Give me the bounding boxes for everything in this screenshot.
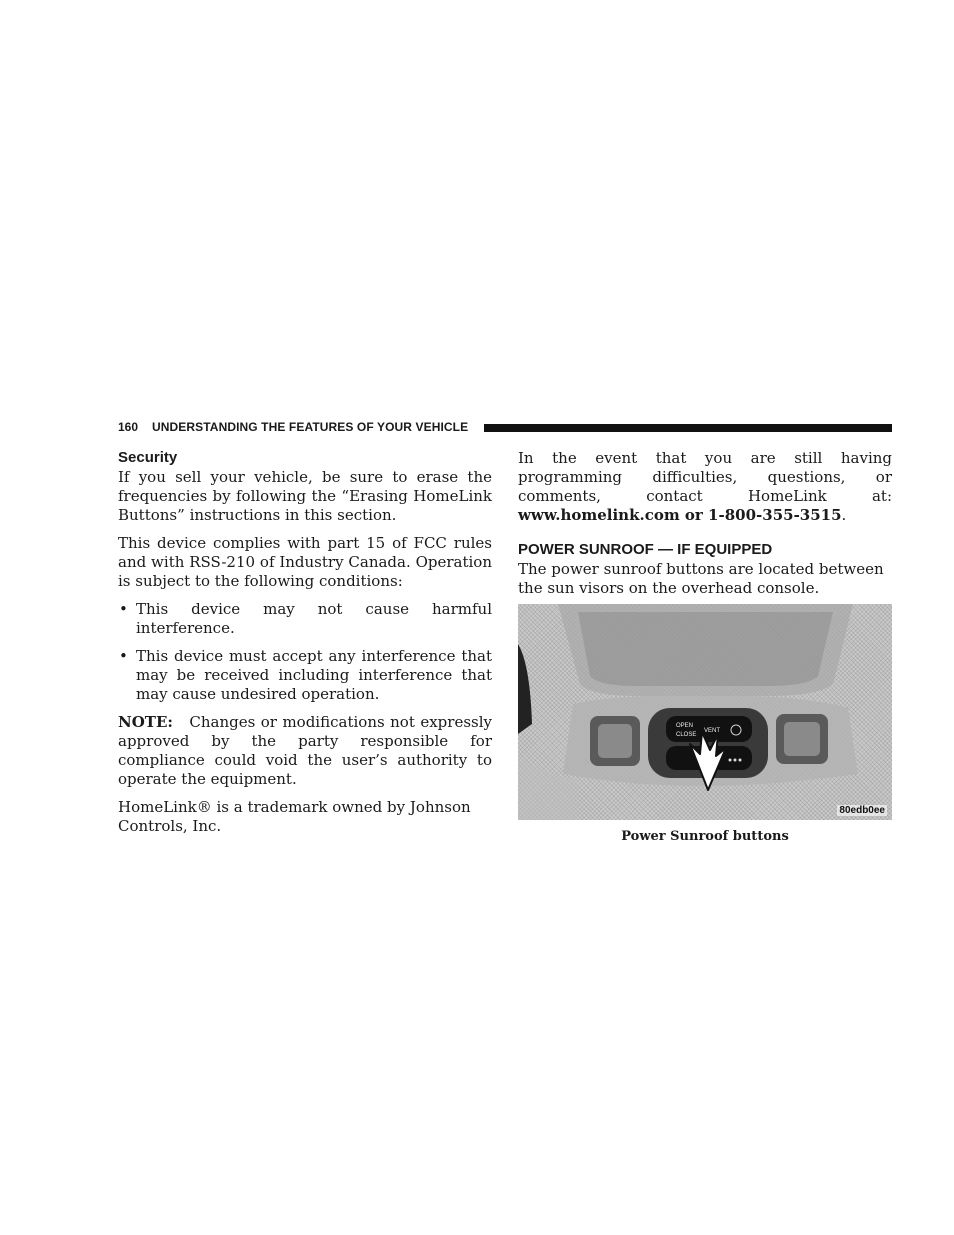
- left-column: [118, 449, 492, 836]
- security-paragraph: If you sell your vehicle, be sure to erase the frequencies by following the “Erasing HomeLink Buttons” instructions in this section.: [118, 468, 492, 524]
- list-item: • This device may not cause harmful interference.: [119, 600, 492, 637]
- header-rule: [484, 424, 892, 432]
- sunroof-heading: POWER SUNROOF — IF EQUIPPED: [518, 541, 773, 558]
- note-text: Changes or modifications not expressly approved by the party responsible for compliance could void the user’s authority to operate the equipment.: [118, 713, 493, 788]
- contact-text: In the event that you are still having programming difficulties, questions, or comments, contact HomeLink at:: [518, 449, 892, 505]
- bullet-icon: •: [119, 647, 128, 665]
- bullet-icon: •: [119, 600, 128, 618]
- fcc-paragraph: This device complies with part 15 of FCC rules and with RSS-210 of Industry Canada. Operation is subject to the following conditions:: [118, 534, 492, 590]
- page-number: 160: [118, 420, 139, 434]
- security-heading: Security: [118, 449, 178, 466]
- trademark-paragraph: HomeLink® is a trademark owned by Johnson Controls, Inc.: [118, 798, 471, 835]
- contact-paragraph: In the event that you are still having programming difficulties, questions, or comments, contact HomeLink at: www.homelink.com or 1-800-355-3515.: [518, 449, 892, 524]
- page-header: [118, 420, 892, 436]
- close-button-label: CLOSE: [676, 732, 697, 738]
- sunroof-figure: [518, 604, 892, 820]
- right-column: [518, 449, 892, 844]
- vent-button-label: VENT: [704, 728, 721, 734]
- section-title: UNDERSTANDING THE FEATURES OF YOUR VEHICLE: [152, 420, 469, 434]
- open-button-label: OPEN: [676, 723, 694, 729]
- figure-code: 80edb0ee: [839, 805, 885, 816]
- conditions-list: [118, 600, 492, 704]
- contact-link[interactable]: www.homelink.com or 1-800-355-3515: [518, 506, 842, 524]
- overhead-console-illustration: [518, 604, 892, 820]
- figure-caption: Power Sunroof buttons: [621, 829, 789, 844]
- note-paragraph: [118, 713, 492, 789]
- note-label: NOTE:: [118, 713, 173, 731]
- list-item: • This device must accept any interference that may be received including interference that may cause undesired operation.: [119, 647, 492, 703]
- sunroof-paragraph: The power sunroof buttons are located between the sun visors on the overhead console.: [518, 560, 884, 597]
